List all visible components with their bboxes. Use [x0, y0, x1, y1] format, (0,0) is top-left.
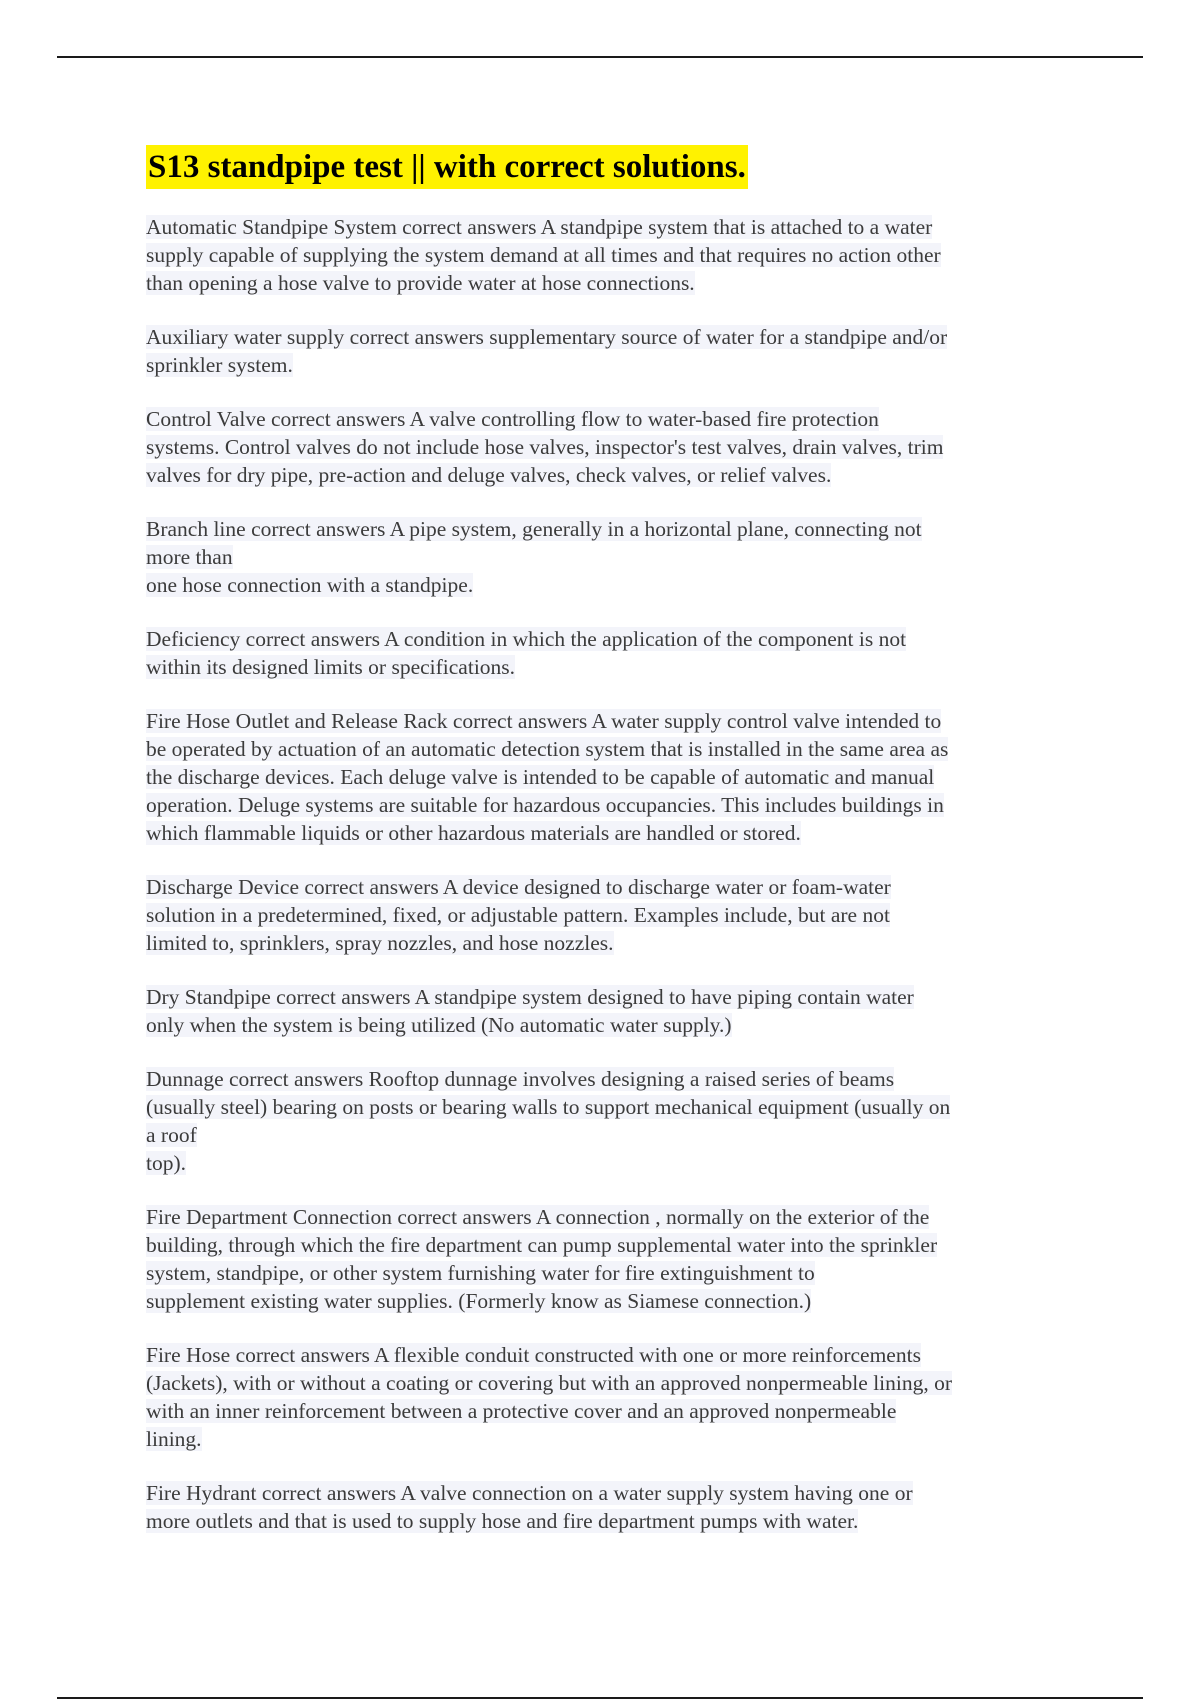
entry-line [146, 1231, 1066, 1259]
entry-line [146, 791, 1066, 819]
entry-line [146, 515, 1066, 543]
definition-entry [146, 625, 1066, 681]
entry-line [146, 1203, 1066, 1231]
entry-line [146, 433, 1066, 461]
entry-line [146, 819, 1066, 847]
entry-line [146, 707, 1066, 735]
entry-line-text: Dry Standpipe correct answers A standpipe system designed to have piping contain water [146, 985, 914, 1009]
entry-line [146, 213, 1066, 241]
top-rule [57, 56, 1143, 58]
entry-line-text: more than [146, 545, 233, 569]
document-title: S13 standpipe test || with correct solutions. [146, 145, 748, 189]
entry-line [146, 1341, 1066, 1369]
entry-line [146, 929, 1066, 957]
entry-line [146, 1121, 1066, 1149]
entry-line [146, 653, 1066, 681]
entry-line [146, 269, 1066, 297]
entry-line [146, 241, 1066, 269]
entry-line [146, 1259, 1066, 1287]
entry-line-text: be operated by actuation of an automatic detection system that is installed in the same area as [146, 737, 949, 761]
entry-line [146, 323, 1066, 351]
definition-entry [146, 1341, 1066, 1453]
entry-line-text: building, through which the fire department can pump supplemental water into the sprinkler [146, 1233, 938, 1257]
entry-line-text: Auxiliary water supply correct answers supplementary source of water for a standpipe and/or [146, 325, 948, 349]
entry-line [146, 735, 1066, 763]
entry-line [146, 1065, 1066, 1093]
entry-line-text: a roof [146, 1123, 197, 1147]
entry-list [146, 213, 1066, 1535]
entry-line-text: (usually steel) bearing on posts or bearing walls to support mechanical equipment (usually on [146, 1095, 951, 1119]
entry-line-text: sprinkler system. [146, 353, 293, 377]
entry-line-text: Automatic Standpipe System correct answers A standpipe system that is attached to a water [146, 215, 933, 239]
entry-line-text: Dunnage correct answers Rooftop dunnage involves designing a raised series of beams [146, 1067, 895, 1091]
entry-line-text: supplement existing water supplies. (Formerly know as Siamese connection.) [146, 1289, 812, 1313]
entry-line-text: with an inner reinforcement between a protective cover and an approved nonpermeable [146, 1399, 897, 1423]
entry-line [146, 1397, 1066, 1425]
definition-entry [146, 213, 1066, 297]
entry-line-text: (Jackets), with or without a coating or covering but with an approved nonpermeable lining, or [146, 1371, 953, 1395]
entry-line-text: Control Valve correct answers A valve controlling flow to water-based fire protection [146, 407, 879, 431]
entry-line-text: only when the system is being utilized (No automatic water supply.) [146, 1013, 732, 1037]
entry-line-text: operation. Deluge systems are suitable for hazardous occupancies. This includes buildings in [146, 793, 944, 817]
definition-entry [146, 1065, 1066, 1177]
entry-line [146, 873, 1066, 901]
entry-line [146, 1369, 1066, 1397]
entry-line-text: top). [146, 1151, 187, 1175]
entry-line [146, 1425, 1066, 1453]
entry-line [146, 763, 1066, 791]
entry-line [146, 1287, 1066, 1315]
definition-entry [146, 323, 1066, 379]
entry-line-text: Fire Hydrant correct answers A valve connection on a water supply system having one or [146, 1481, 913, 1505]
entry-line-text: one hose connection with a standpipe. [146, 573, 474, 597]
entry-line [146, 625, 1066, 653]
definition-entry [146, 983, 1066, 1039]
entry-line-text: Fire Hose Outlet and Release Rack correct answers A water supply control valve intended to [146, 709, 942, 733]
entry-line [146, 1149, 1066, 1177]
definition-entry [146, 873, 1066, 957]
entry-line-text: more outlets and that is used to supply hose and fire department pumps with water. [146, 1509, 859, 1533]
entry-line-text: lining. [146, 1427, 202, 1451]
entry-line-text: Branch line correct answers A pipe system, generally in a horizontal plane, connecting not [146, 517, 922, 541]
entry-line [146, 461, 1066, 489]
entry-line [146, 543, 1066, 571]
entry-line-text: than opening a hose valve to provide water at hose connections. [146, 271, 695, 295]
entry-line [146, 1011, 1066, 1039]
entry-line-text: limited to, sprinklers, spray nozzles, and hose nozzles. [146, 931, 614, 955]
entry-line-text: Fire Hose correct answers A flexible conduit constructed with one or more reinforcements [146, 1343, 921, 1367]
entry-line [146, 571, 1066, 599]
entry-line-text: the discharge devices. Each deluge valve is intended to be capable of automatic and manual [146, 765, 935, 789]
entry-line-text: valves for dry pipe, pre-action and deluge valves, check valves, or relief valves. [146, 463, 832, 487]
entry-line-text: Fire Department Connection correct answers A connection , normally on the exterior of the [146, 1205, 930, 1229]
entry-line-text: supply capable of supplying the system demand at all times and that requires no action other [146, 243, 941, 267]
entry-line-text: Discharge Device correct answers A device designed to discharge water or foam-water [146, 875, 891, 899]
entry-line-text: system, standpipe, or other system furnishing water for fire extinguishment to [146, 1261, 815, 1285]
entry-line [146, 1479, 1066, 1507]
entry-line [146, 351, 1066, 379]
entry-line [146, 405, 1066, 433]
definition-entry [146, 1203, 1066, 1315]
entry-line-text: within its designed limits or specifications. [146, 655, 516, 679]
entry-line [146, 1093, 1066, 1121]
entry-line-text: which flammable liquids or other hazardous materials are handled or stored. [146, 821, 801, 845]
definition-entry [146, 405, 1066, 489]
entry-line-text: systems. Control valves do not include hose valves, inspector's test valves, drain valves, trim [146, 435, 944, 459]
entry-line [146, 901, 1066, 929]
entry-line [146, 1507, 1066, 1535]
definition-entry [146, 515, 1066, 599]
entry-line-text: Deficiency correct answers A condition in which the application of the component is not [146, 627, 907, 651]
bottom-rule [57, 1697, 1143, 1699]
definition-entry [146, 707, 1066, 847]
definition-entry [146, 1479, 1066, 1535]
entry-line-text: solution in a predetermined, fixed, or adjustable pattern. Examples include, but are not [146, 903, 890, 927]
entry-line [146, 983, 1066, 1011]
document-body [146, 145, 1066, 1561]
